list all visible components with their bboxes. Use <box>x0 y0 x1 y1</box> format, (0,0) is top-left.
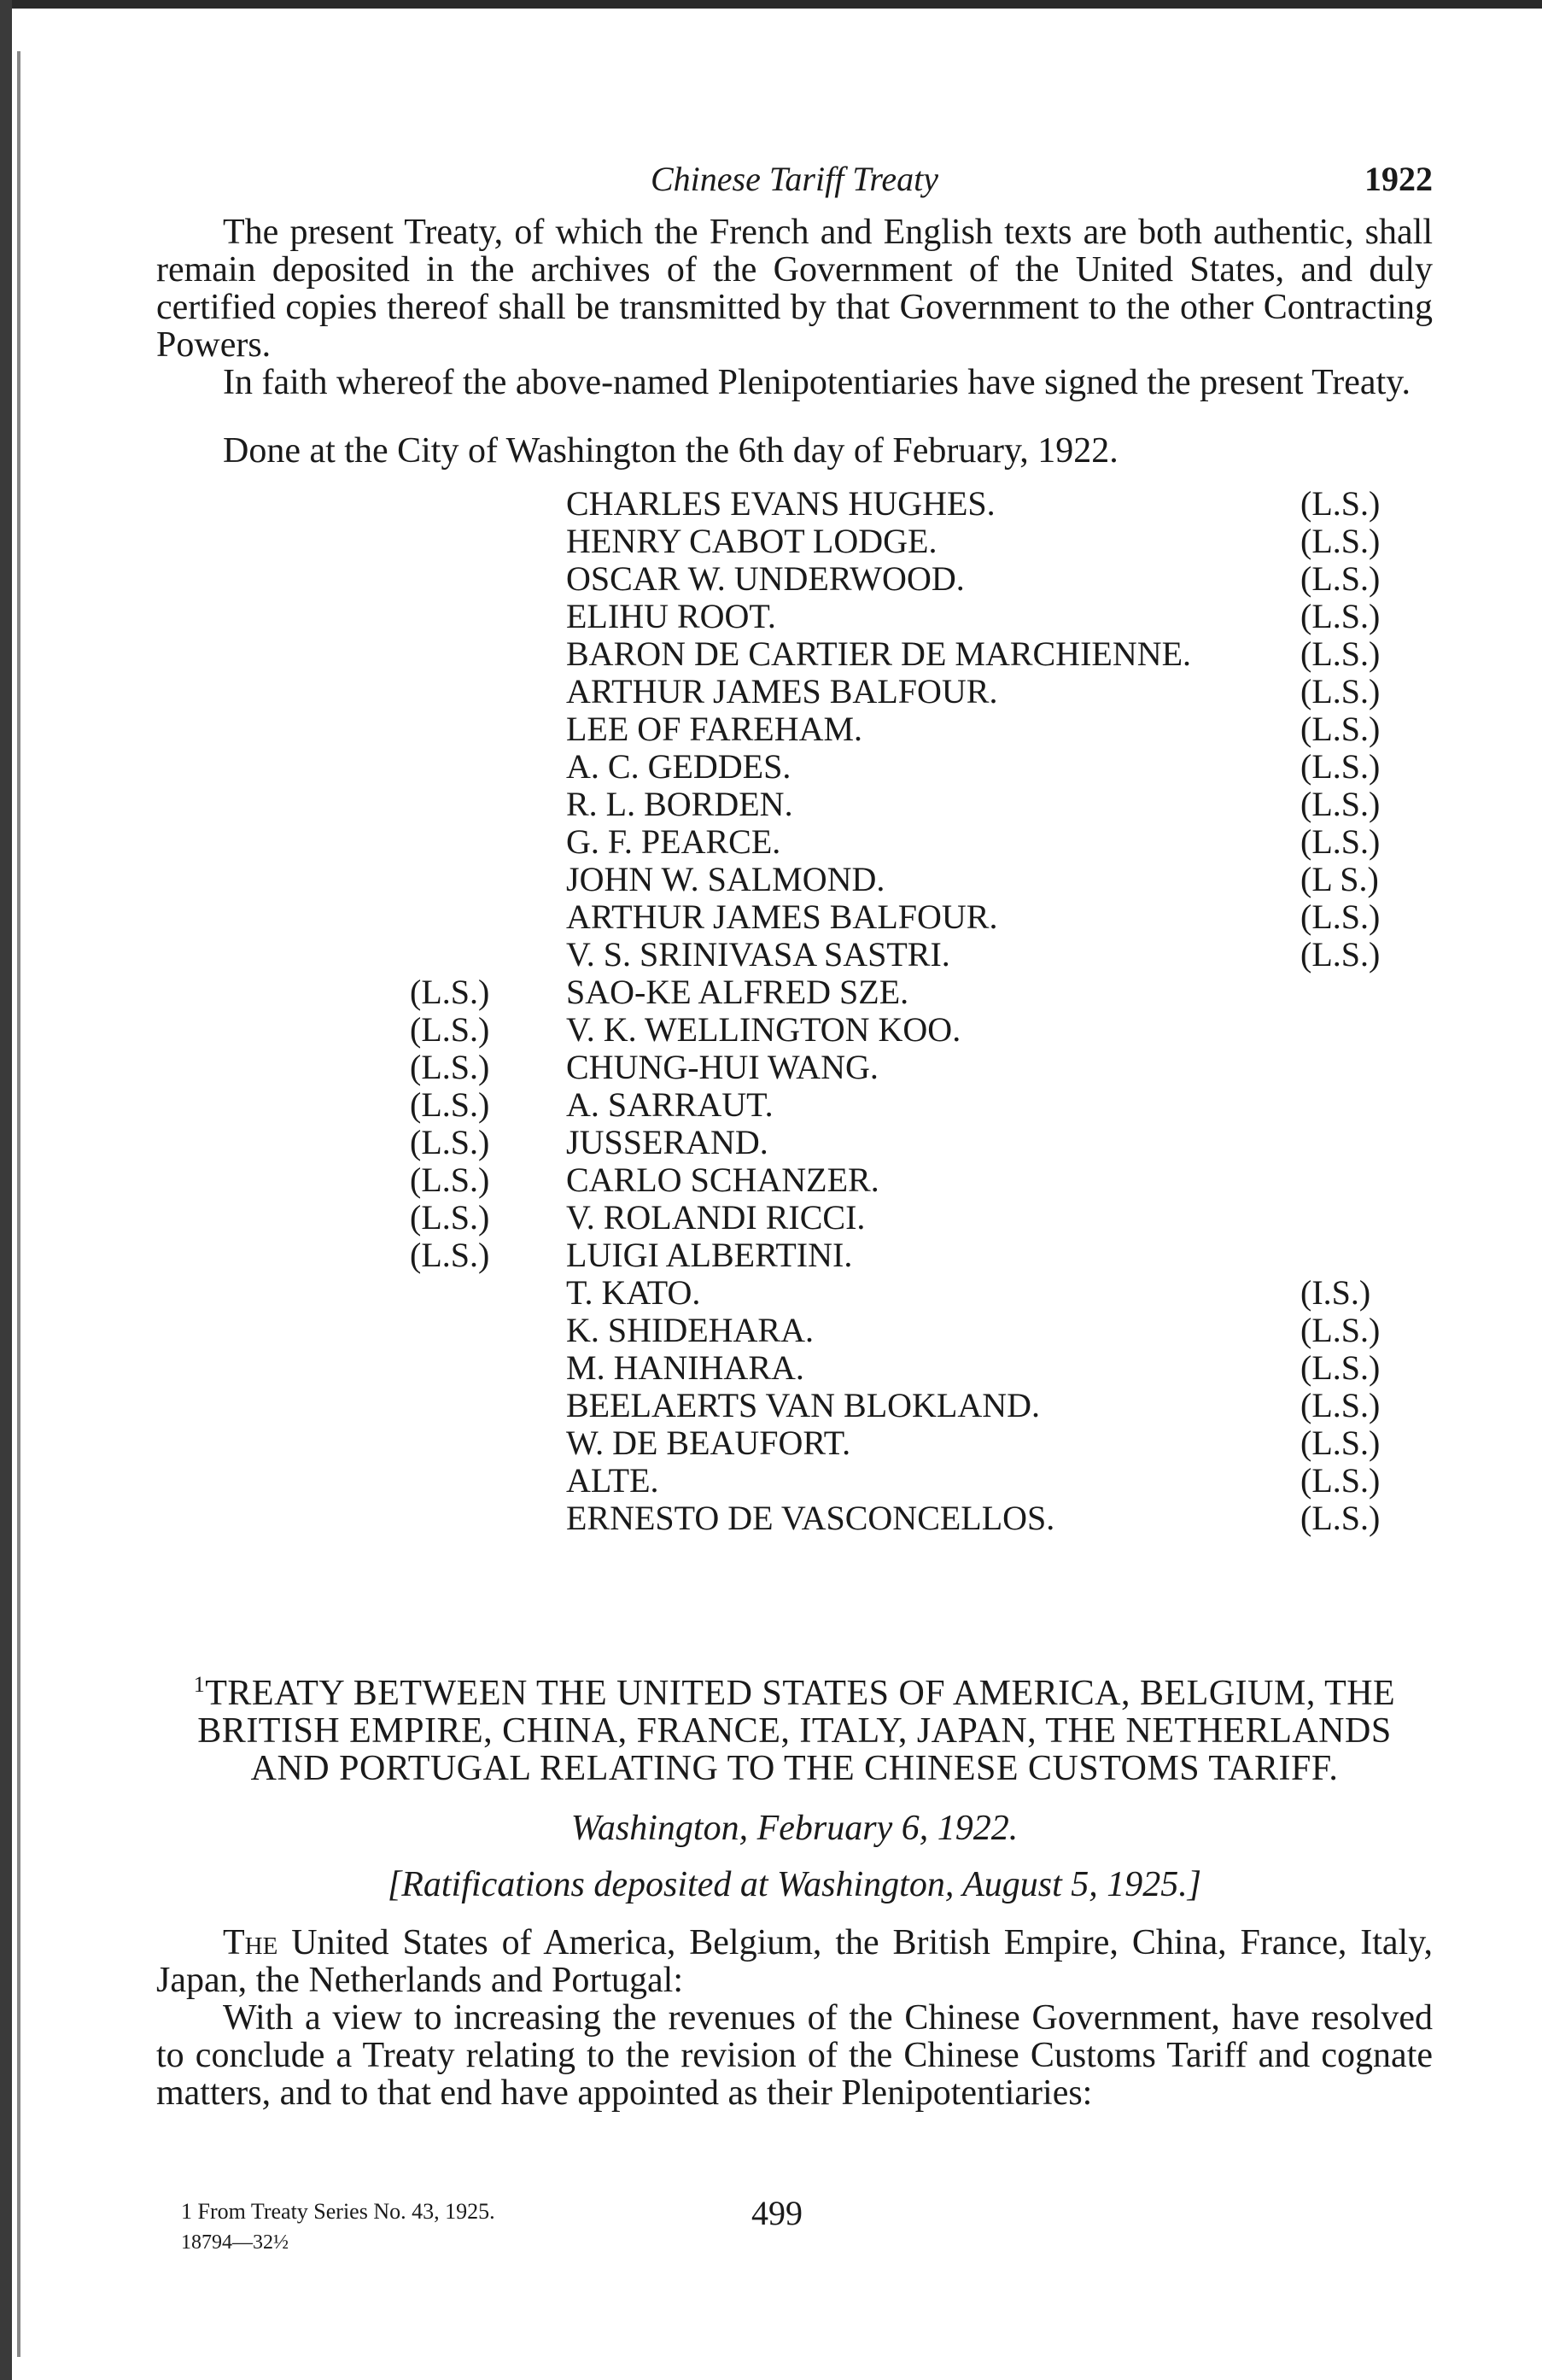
paragraph-parties <box>156 1924 1433 1999</box>
signatory-row <box>156 1235 1433 1272</box>
signatory-row <box>156 483 1433 521</box>
paragraph-in-faith: In faith whereof the above-named Plenipotentiaries have signed the present Treaty. <box>223 363 1411 402</box>
seal-mark-right: (L.S.) <box>1300 484 1381 523</box>
seal-mark-left: (L.S.) <box>410 1236 490 1274</box>
signatory-row <box>156 1122 1433 1160</box>
signatory-name: T. KATO. <box>566 1273 701 1312</box>
signatory-row <box>156 934 1433 972</box>
signatory-name: A. SARRAUT. <box>566 1085 774 1124</box>
signatory-name: V. S. SRINIVASA SASTRI. <box>566 935 950 974</box>
seal-mark-right: (I.S.) <box>1300 1273 1371 1312</box>
seal-mark-right: (L.S.) <box>1300 634 1381 673</box>
signatory-name: A. C. GEDDES. <box>566 747 791 786</box>
signatory-row <box>156 521 1433 558</box>
signatory-name: CHUNG-HUI WANG. <box>566 1048 879 1086</box>
running-title: Chinese Tariff Treaty <box>650 160 939 198</box>
seal-mark-right: (L S.) <box>1300 860 1379 898</box>
signatory-list <box>156 483 1433 1606</box>
seal-mark-left: (L.S.) <box>410 1010 490 1049</box>
scan-border-left <box>0 0 12 2380</box>
seal-mark-right: (L.S.) <box>1300 1311 1381 1349</box>
paragraph-deposit: The present Treaty, of which the French and English texts are both authentic, shall remain deposited in the archives of the Government of the United States, and duly certified copies thereof shall be transmitted by that Government to the other Contracting Powers. <box>156 213 1433 365</box>
signatory-name: ELIHU ROOT. <box>566 597 776 635</box>
signatory-row <box>156 859 1433 897</box>
signatory-row <box>156 1197 1433 1235</box>
signatory-row <box>156 1385 1433 1423</box>
seal-mark-left: (L.S.) <box>410 973 490 1011</box>
signatory-name: CHARLES EVANS HUGHES. <box>566 484 996 523</box>
signatory-row <box>156 1310 1433 1348</box>
seal-mark-right: (L.S.) <box>1300 747 1381 786</box>
seal-mark-right: (L.S.) <box>1300 522 1381 560</box>
signatory-name: OSCAR W. UNDERWOOD. <box>566 559 965 598</box>
signatory-row <box>156 784 1433 822</box>
signatory-name: ALTE. <box>566 1461 659 1500</box>
treaty-place-date: Washington, February 6, 1922. <box>570 1809 1019 1848</box>
signatory-name: ARTHUR JAMES BALFOUR. <box>566 672 998 710</box>
signatory-name: LUIGI ALBERTINI. <box>566 1236 853 1274</box>
seal-mark-right: (L.S.) <box>1300 822 1381 861</box>
signatory-name: CARLO SCHANZER. <box>566 1161 879 1199</box>
signatory-name: LEE OF FAREHAM. <box>566 710 863 748</box>
treaty-title-text: TREATY BETWEEN THE UNITED STATES OF AMERICA, BELGIUM, THE BRITISH EMPIRE, CHINA, FRANCE, ITALY, JAPAN, THE NETHERLANDS AND PORTUGAL RELATING TO THE CHINESE CUSTOMS TARIFF. <box>197 1674 1396 1788</box>
seal-mark-left: (L.S.) <box>410 1123 490 1161</box>
seal-mark-right: (L.S.) <box>1300 898 1381 936</box>
seal-mark-right: (L.S.) <box>1300 710 1381 748</box>
seal-mark-right: (L.S.) <box>1300 1386 1381 1424</box>
signatory-name: G. F. PEARCE. <box>566 822 781 861</box>
signatory-row <box>156 1423 1433 1460</box>
header-year: 1922 <box>1364 160 1433 198</box>
signatory-row <box>156 746 1433 784</box>
signatory-row <box>156 1009 1433 1047</box>
footnote-marker: 1 <box>193 1672 206 1697</box>
seal-mark-left: (L.S.) <box>410 1085 490 1124</box>
opening-word: The <box>223 1923 278 1962</box>
scan-binding-shadow <box>17 51 20 2357</box>
signatory-row <box>156 671 1433 709</box>
scan-border-top <box>0 0 1542 9</box>
signatory-row <box>156 1160 1433 1197</box>
seal-mark-left: (L.S.) <box>410 1161 490 1199</box>
signatory-row <box>156 1348 1433 1385</box>
signatory-name: BEELAERTS VAN BLOKLAND. <box>566 1386 1041 1424</box>
page-header <box>156 154 1433 213</box>
done-at-line: Done at the City of Washington the 6th day of February, 1922. <box>223 431 1119 471</box>
seal-mark-right: (L.S.) <box>1300 1499 1381 1537</box>
signatory-row <box>156 1085 1433 1122</box>
signatory-row <box>156 634 1433 671</box>
signatory-name: ARTHUR JAMES BALFOUR. <box>566 898 998 936</box>
seal-mark-right: (L.S.) <box>1300 785 1381 823</box>
signatory-row <box>156 972 1433 1009</box>
parties-text: United States of America, Belgium, the British Empire, China, France, Italy, Japan, the Netherlands and Portugal: <box>156 1923 1433 2000</box>
signatory-name: JOHN W. SALMOND. <box>566 860 885 898</box>
signatory-name: ERNESTO DE VASCONCELLOS. <box>566 1499 1055 1537</box>
seal-mark-right: (L.S.) <box>1300 559 1381 598</box>
signatory-row <box>156 897 1433 934</box>
ratification-note: [Ratifications deposited at Washington, August 5, 1925.] <box>387 1865 1202 1904</box>
signatory-row <box>156 822 1433 859</box>
page-number: 499 <box>751 2194 803 2232</box>
seal-mark-left: (L.S.) <box>410 1198 490 1237</box>
seal-mark-right: (L.S.) <box>1300 1461 1381 1500</box>
seal-mark-right: (L.S.) <box>1300 935 1381 974</box>
footnote: 1 From Treaty Series No. 43, 1925. <box>181 2199 495 2224</box>
seal-mark-right: (L.S.) <box>1300 597 1381 635</box>
signatory-row <box>156 1272 1433 1310</box>
signatory-name: R. L. BORDEN. <box>566 785 793 823</box>
signatory-row <box>156 1460 1433 1498</box>
signatory-row <box>156 1047 1433 1085</box>
print-code: 18794—32½ <box>181 2231 289 2254</box>
document-page <box>156 154 1433 2112</box>
footnote-area <box>181 2199 1291 2254</box>
signatory-name: JUSSERAND. <box>566 1123 768 1161</box>
paragraph-purpose: With a view to increasing the revenues of the Chinese Government, have resolved to conclude a Treaty relating to the revision of the Chinese Customs Tariff and cognate matters, and to that end have appointed as their Plenipotentiaries: <box>156 1998 1433 2113</box>
seal-mark-right: (L.S.) <box>1300 1348 1381 1387</box>
treaty-title <box>156 1666 1433 1787</box>
signatory-name: W. DE BEAUFORT. <box>566 1424 851 1462</box>
signatory-row <box>156 558 1433 596</box>
seal-mark-left: (L.S.) <box>410 1048 490 1086</box>
signatory-row <box>156 1498 1433 1535</box>
seal-mark-right: (L.S.) <box>1300 1424 1381 1462</box>
signatory-row <box>156 709 1433 746</box>
signatory-name: BARON DE CARTIER DE MARCHIENNE. <box>566 634 1192 673</box>
signatory-name: V. ROLANDI RICCI. <box>566 1198 866 1237</box>
seal-mark-right: (L.S.) <box>1300 672 1381 710</box>
signatory-name: HENRY CABOT LODGE. <box>566 522 937 560</box>
signatory-name: K. SHIDEHARA. <box>566 1311 814 1349</box>
signatory-name: M. HANIHARA. <box>566 1348 804 1387</box>
signatory-name: SAO-KE ALFRED SZE. <box>566 973 909 1011</box>
signatory-name: V. K. WELLINGTON KOO. <box>566 1010 961 1049</box>
signatory-row <box>156 596 1433 634</box>
